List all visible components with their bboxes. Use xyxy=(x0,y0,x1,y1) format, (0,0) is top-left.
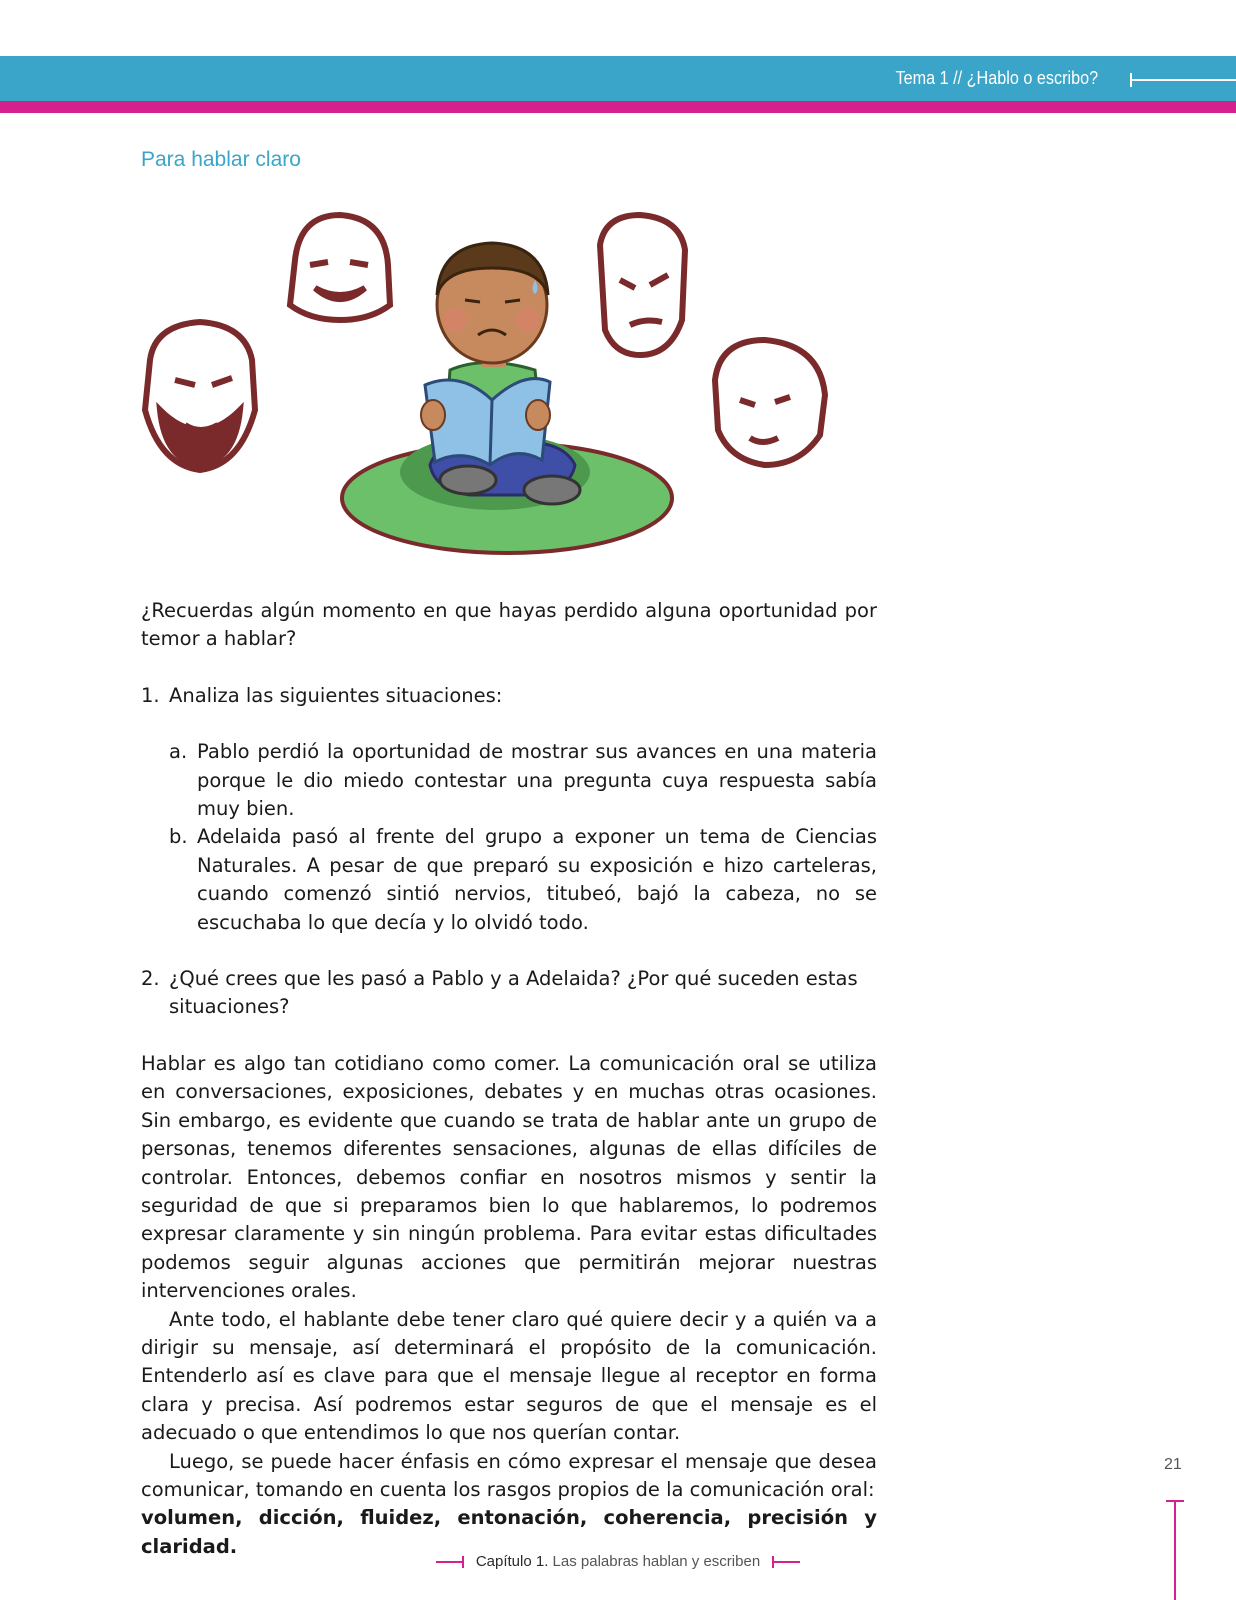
paragraph-1: Hablar es algo tan cotidiano como comer. La comunicación oral se utiliza en conversaciones, exposiciones, debates y en muchas otras ocasiones. Sin embargo, es evidente que cuando se trata de hablar ante un grupo de personas, tenemos diferentes sensaciones, algunas de ellas difíciles de controlar. Entonces, debemos confiar en nosotros mismos y sentir la seguridad de que si preparamos bien lo que hablaremos, lo podremos expresar claramente y sin ningún problema. Para evitar estas dificultades podemos seguir algunas acciones que permitirán mejorar nuestras intervenciones orales. xyxy=(141,1051,877,1303)
header-title: Tema 1 // ¿Hablo o escribo? xyxy=(895,68,1098,88)
paragraph-2: Ante todo, el hablante debe tener claro qué quiere decir y a quién va a dirigir su mensaje, así determinará el propósito de la comunicación. Entenderlo así es clave para que el mensaje llegue al receptor en forma clara y precisa. Así podremos estar seguros de que el mensaje es el adecuado o que entendimos lo que nos querían contar. xyxy=(141,1307,877,1445)
man-raised-eyebrow-face xyxy=(600,215,685,355)
activity-1 xyxy=(141,682,877,710)
activity-1-text: Analiza las siguientes situaciones: xyxy=(169,683,503,707)
item-text: Pablo perdió la oportunidad de mostrar sus avances en una materia porque le dio miedo contestar una pregunta cuya respuesta sabía muy bien. xyxy=(197,740,877,821)
right-hand xyxy=(526,400,550,430)
young-man-face xyxy=(715,340,825,465)
body-text xyxy=(141,597,877,1561)
right-shoe xyxy=(524,476,580,504)
footer-dash-right xyxy=(772,1561,800,1563)
left-shoe xyxy=(440,466,496,494)
header-stripe xyxy=(0,101,1236,113)
footer xyxy=(0,1553,1236,1570)
activity-2-text: ¿Qué crees que les pasó a Pablo y a Adelaida? ¿Por qué suceden estas situaciones? xyxy=(169,967,858,1019)
bearded-man-face xyxy=(145,322,255,470)
header-rule xyxy=(1130,79,1236,81)
activity-1-number: 1. xyxy=(141,683,160,707)
footer-chapter-title: Las palabras hablan y escriben xyxy=(552,1553,761,1570)
list-item xyxy=(169,738,877,823)
footer-dash-left xyxy=(436,1561,464,1563)
page-number: 21 xyxy=(1164,1456,1182,1473)
paragraph-3: Luego, se puede hacer énfasis en cómo expresar el mensaje que desea comunicar, tomando en cuenta los rasgos propios de la comunicación oral: xyxy=(141,1449,877,1501)
child-reading-book-surrounded-by-faces-illustration xyxy=(140,210,840,560)
intro-question: ¿Recuerdas algún momento en que hayas perdido alguna oportunidad por temor a hablar? xyxy=(141,599,877,651)
smiling-woman-face xyxy=(290,215,390,320)
section-title: Para hablar claro xyxy=(141,148,301,171)
side-rule xyxy=(1174,1500,1176,1600)
oral-traits: volumen, dicción, fluidez, entonación, coherencia, precisión y claridad. xyxy=(141,1506,877,1558)
footer-chapter: Capítulo 1. xyxy=(475,1553,549,1570)
item-letter: b. xyxy=(169,825,188,849)
activity-2 xyxy=(141,965,877,1022)
item-text: Adelaida pasó al frente del grupo a exponer un tema de Ciencias Naturales. A pesar de que preparó su exposición e hizo carteleras, cuando comenzó sintió nervios, titubeó, bajó la cabeza, no se escuchaba lo que decía y lo olvidó todo. xyxy=(197,825,877,934)
item-letter: a. xyxy=(169,740,188,764)
situations-list xyxy=(169,738,877,937)
list-item xyxy=(169,823,877,937)
left-hand xyxy=(421,400,445,430)
activity-2-number: 2. xyxy=(141,967,160,991)
